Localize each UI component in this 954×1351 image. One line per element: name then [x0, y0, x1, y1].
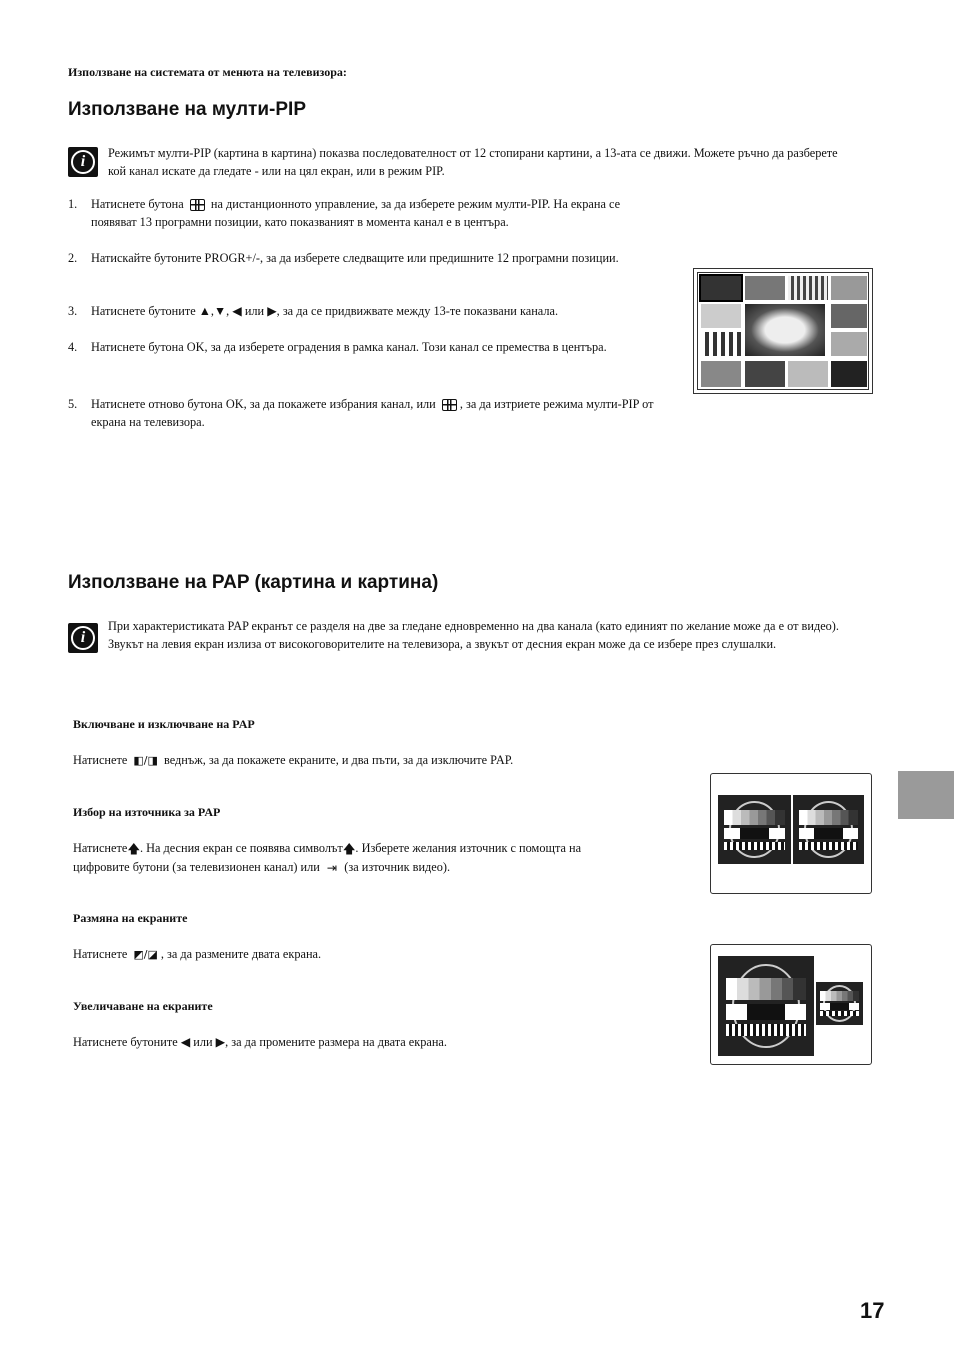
section-title-multipip: Използване на мулти-PIP	[68, 99, 306, 120]
pip-tile	[745, 276, 785, 300]
step-text: Натиснете бутоните ▲,▼, ◀ или ▶, за да се придвижвате между 13-те показвани канала.	[91, 304, 559, 318]
multipip-note: Режимът мулти-PIP (картина в картина) показва последователност от 12 стопирани картини, а 13-ата се движи. Можете ръчно да разберете кой канал искате да гледате - или на цял екран, или в режим PIP.	[108, 146, 838, 178]
step-text: на дистанционното управление, за да изберете режим мулти-PIP. На екрана се появяват 13 програмни позиции, като показваният в момента канал е в центъра.	[91, 197, 621, 229]
arrow-up-icon: 🡅	[342, 842, 356, 857]
multi-pip-grid-icon	[442, 399, 457, 411]
pip-tile	[701, 276, 741, 300]
para-text: (за източник видео).	[344, 860, 451, 875]
test-pattern-left	[718, 795, 791, 864]
pip-tile	[788, 276, 828, 300]
step-text: Натиснете отново бутона OK, за да покажете избрания канал, или	[91, 397, 436, 411]
subheading-resize: Увеличаване на екраните	[73, 999, 213, 1013]
step-1	[68, 195, 658, 231]
input-source-icon: ⇥	[326, 861, 338, 876]
para-text: Натиснете	[73, 841, 128, 855]
pip-tile	[788, 361, 828, 387]
section-tab	[898, 771, 954, 819]
para-text: , за да размените двата екрана.	[160, 947, 322, 961]
para-text: веднъж, за да покажете екраните, и два пъти, за да изключите PAP.	[163, 753, 514, 767]
resize-text: Натиснете бутоните ◀ или ▶, за да промените размера на двата екрана.	[73, 1035, 447, 1049]
breadcrumb: Използване на системата от менюта на телевизора:	[68, 65, 347, 79]
step-number: 2.	[68, 251, 78, 265]
step-text: , за да изтриете режима мулти-PIP от екрана на телевизора.	[91, 397, 654, 429]
para-text: Натиснете	[73, 753, 128, 767]
step-2	[68, 249, 658, 267]
pap-equal-screens-illustration	[710, 773, 872, 894]
step-5	[68, 395, 658, 431]
pip-tile	[831, 361, 867, 387]
step-number: 5.	[68, 397, 78, 411]
subheading-swap: Размяна на екраните	[73, 911, 188, 925]
page-number: 17	[860, 1298, 885, 1323]
para-text: . На десния екран се появява символът	[139, 841, 343, 855]
test-pattern-large	[718, 956, 814, 1056]
subheading-pap-onoff: Включване и изключване на PAP	[73, 717, 255, 731]
info-icon: i	[68, 147, 98, 177]
step-text: Натиснете бутона OK, за да изберете оградения в рамка канал. Този канал се премества в центъра.	[91, 340, 607, 354]
step-text: Натиснете бутона	[91, 197, 184, 211]
pap-button-icon: ◧/◨	[133, 754, 158, 768]
subheading-pap-source: Избор на източника за PAP	[73, 805, 221, 819]
pip-tile-center	[745, 304, 825, 356]
step-number: 3.	[68, 304, 78, 318]
step-number: 1.	[68, 197, 78, 211]
step-4	[68, 338, 658, 356]
pap-resized-screens-illustration	[710, 944, 872, 1065]
test-pattern-right	[793, 795, 864, 864]
para-text: . Изберете желания източник с помощта на цифровите бутони (за телевизионен канал) или	[73, 841, 582, 875]
test-pattern-small	[816, 982, 863, 1025]
pap-note: При характеристиката PAP екранът се разделя на две за гледане едновременно на два канала (като единият по желание може да е от видео). Звукът на левия екран излиза от високоговорителите на телевизора, а звукът от десния екран може да се избере през слушалки.	[108, 619, 839, 651]
pip-tile	[701, 304, 741, 328]
info-icon: i	[68, 623, 98, 653]
multi-pip-grid-icon	[190, 199, 205, 211]
multi-pip-illustration	[693, 268, 873, 394]
section-title-pap: Използване на PAP (картина и картина)	[68, 572, 439, 593]
para-text: Натиснете	[73, 947, 128, 961]
pip-tile	[745, 361, 785, 387]
step-number: 4.	[68, 340, 78, 354]
step-text: Натискайте бутоните PROGR+/-, за да изберете следващите или предишните 12 програмни позиции.	[91, 251, 619, 265]
pip-tile	[701, 361, 741, 387]
step-3	[68, 302, 658, 320]
pip-tile	[831, 276, 867, 300]
pap-onoff-text	[73, 751, 653, 770]
pip-tile	[831, 304, 867, 328]
pip-tile	[831, 332, 867, 356]
swap-text	[73, 945, 653, 964]
pap-source-text	[73, 839, 633, 877]
arrow-up-icon: 🡅	[127, 842, 140, 857]
pip-tile	[701, 332, 741, 356]
swap-button-icon: ◩/◪	[133, 948, 158, 962]
